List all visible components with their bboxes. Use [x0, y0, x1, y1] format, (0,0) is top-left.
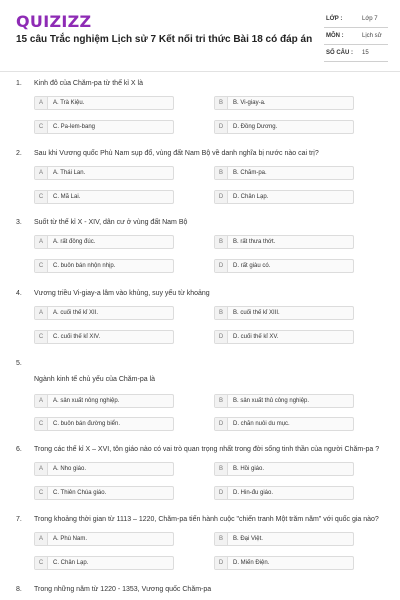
- option-text: B. Đại Việt.: [233, 536, 263, 542]
- option-d[interactable]: [214, 486, 354, 500]
- option-letter: A: [35, 236, 48, 248]
- meta-row-subject: [324, 28, 388, 45]
- question-text: Suốt từ thế kỉ X - XIV, dân cư ở vùng đất Nam Bộ: [34, 219, 188, 226]
- option-text: C. Mã Lai.: [53, 194, 81, 200]
- option-a[interactable]: [34, 96, 174, 110]
- question-number: 7.: [16, 516, 22, 523]
- option-letter: A: [35, 395, 48, 407]
- question-number: 1.: [16, 80, 22, 87]
- meta-value: 15: [362, 50, 369, 56]
- option-a[interactable]: [34, 462, 174, 476]
- option-b[interactable]: [214, 96, 354, 110]
- option-d[interactable]: [214, 330, 354, 344]
- question-text: Trong những năm từ 1220 - 1353, Vương quốc Chăm-pa: [34, 586, 212, 593]
- option-letter: D: [215, 260, 228, 272]
- question-number: 3.: [16, 219, 22, 226]
- meta-label: MÔN :: [326, 33, 344, 39]
- header-divider: [0, 71, 400, 72]
- option-text: D. Hin-đu giáo.: [233, 490, 274, 496]
- option-text: D. Miến Điện.: [233, 560, 270, 566]
- option-text: B. Chăm-pa.: [233, 170, 267, 176]
- option-text: C. Thiên Chúa giáo.: [53, 490, 107, 496]
- question-number: 5.: [16, 360, 22, 367]
- option-d[interactable]: [214, 120, 354, 134]
- meta-label: SỐ CÂU :: [326, 50, 353, 56]
- option-b[interactable]: [214, 462, 354, 476]
- option-letter: D: [215, 418, 228, 430]
- option-b[interactable]: [214, 235, 354, 249]
- option-letter: D: [215, 487, 228, 499]
- option-c[interactable]: [34, 190, 174, 204]
- option-text: B. cuối thế kỉ XIII.: [233, 310, 280, 316]
- option-c[interactable]: [34, 120, 174, 134]
- page-header: [0, 0, 400, 72]
- question-text: Vương triều Vi-giay-a lâm vào khủng, suy yếu từ khoảng: [34, 290, 210, 297]
- option-c[interactable]: [34, 259, 174, 273]
- question-number: 6.: [16, 446, 22, 453]
- option-letter: B: [215, 236, 228, 248]
- option-c[interactable]: [34, 486, 174, 500]
- option-a[interactable]: [34, 532, 174, 546]
- option-letter: C: [35, 331, 48, 343]
- option-a[interactable]: [34, 394, 174, 408]
- option-a[interactable]: [34, 306, 174, 320]
- option-letter: B: [215, 463, 228, 475]
- option-text: B. Hồi giáo.: [233, 466, 265, 472]
- option-text: D. Đồng Dương.: [233, 124, 278, 130]
- option-letter: A: [35, 533, 48, 545]
- option-c[interactable]: [34, 417, 174, 431]
- meta-row-grade: [324, 11, 388, 28]
- meta-table: [324, 11, 388, 62]
- question-text: Ngành kinh tế chủ yếu của Chăm-pa là: [34, 376, 156, 383]
- option-text: B. rất thưa thớt.: [233, 239, 276, 245]
- option-letter: D: [215, 191, 228, 203]
- question-number: 4.: [16, 290, 22, 297]
- option-letter: A: [35, 307, 48, 319]
- option-letter: A: [35, 167, 48, 179]
- option-letter: B: [215, 395, 228, 407]
- option-text: B. Vi-giay-a.: [233, 100, 266, 106]
- option-a[interactable]: [34, 235, 174, 249]
- option-letter: D: [215, 557, 228, 569]
- option-letter: D: [215, 121, 228, 133]
- option-text: B. sản xuất thủ công nghiệp.: [233, 398, 310, 404]
- option-c[interactable]: [34, 330, 174, 344]
- question-number: 8.: [16, 586, 22, 593]
- option-letter: B: [215, 307, 228, 319]
- option-letter: B: [215, 533, 228, 545]
- option-letter: C: [35, 260, 48, 272]
- option-text: D. Chân Lạp.: [233, 194, 269, 200]
- option-letter: C: [35, 418, 48, 430]
- option-d[interactable]: [214, 417, 354, 431]
- option-text: A. Thái Lan.: [53, 170, 86, 176]
- option-text: A. rất đông đúc.: [53, 239, 96, 245]
- meta-value: Lớp 7: [362, 16, 378, 22]
- option-letter: A: [35, 463, 48, 475]
- option-letter: C: [35, 121, 48, 133]
- option-b[interactable]: [214, 306, 354, 320]
- option-c[interactable]: [34, 556, 174, 570]
- option-text: C. buôn bán đường biển.: [53, 421, 120, 427]
- option-text: C. buôn bán nhộn nhịp.: [53, 263, 116, 269]
- option-d[interactable]: [214, 556, 354, 570]
- question-text: Trong các thế kỉ X – XVI, tôn giáo nào có vai trò quan trọng nhất trong đời sống tinh thần của người Chăm-pa ?: [34, 446, 380, 453]
- option-text: A. Phù Nam.: [53, 536, 88, 542]
- question-number: 2.: [16, 150, 22, 157]
- option-letter: A: [35, 97, 48, 109]
- option-text: A. Nho giáo.: [53, 466, 87, 472]
- option-b[interactable]: [214, 394, 354, 408]
- quizizz-logo[interactable]: QUIZIZZ: [16, 12, 92, 31]
- option-b[interactable]: [214, 532, 354, 546]
- meta-value: Lịch sử: [362, 33, 382, 39]
- option-text: C. cuối thế kỉ XIV.: [53, 334, 101, 340]
- option-text: D. chăn nuôi du mục.: [233, 421, 290, 427]
- option-d[interactable]: [214, 259, 354, 273]
- option-d[interactable]: [214, 190, 354, 204]
- option-letter: D: [215, 331, 228, 343]
- option-letter: B: [215, 167, 228, 179]
- option-b[interactable]: [214, 166, 354, 180]
- question-text: Sau khi Vương quốc Phù Nam sụp đổ, vùng đất Nam Bộ về danh nghĩa bị nước nào cai trị?: [34, 150, 319, 157]
- meta-label: LỚP :: [326, 16, 343, 22]
- meta-row-count: [324, 45, 388, 62]
- option-a[interactable]: [34, 166, 174, 180]
- option-text: A. sản xuất nông nghiệp.: [53, 398, 120, 404]
- option-text: A. Trà Kiệu.: [53, 100, 85, 106]
- page-title: 15 câu Trắc nghiệm Lịch sử 7 Kết nối tri thức Bài 18 có đáp án: [16, 34, 313, 45]
- question-text: Kinh đô của Chăm-pa từ thế kỉ X là: [34, 80, 143, 87]
- option-letter: C: [35, 487, 48, 499]
- question-text: Trong khoảng thời gian từ 1113 – 1220, Chăm-pa tiến hành cuộc "chiến tranh Một trăm năm" với quốc gia nào?: [34, 516, 379, 523]
- option-text: A. cuối thế kỉ XII.: [53, 310, 99, 316]
- option-letter: B: [215, 97, 228, 109]
- option-text: D. cuối thế kỉ XV.: [233, 334, 279, 340]
- option-text: D. rất giàu có.: [233, 263, 271, 269]
- option-letter: C: [35, 191, 48, 203]
- option-text: C. Chân Lạp.: [53, 560, 89, 566]
- option-letter: C: [35, 557, 48, 569]
- option-text: C. Pa-lem-bang: [53, 124, 96, 130]
